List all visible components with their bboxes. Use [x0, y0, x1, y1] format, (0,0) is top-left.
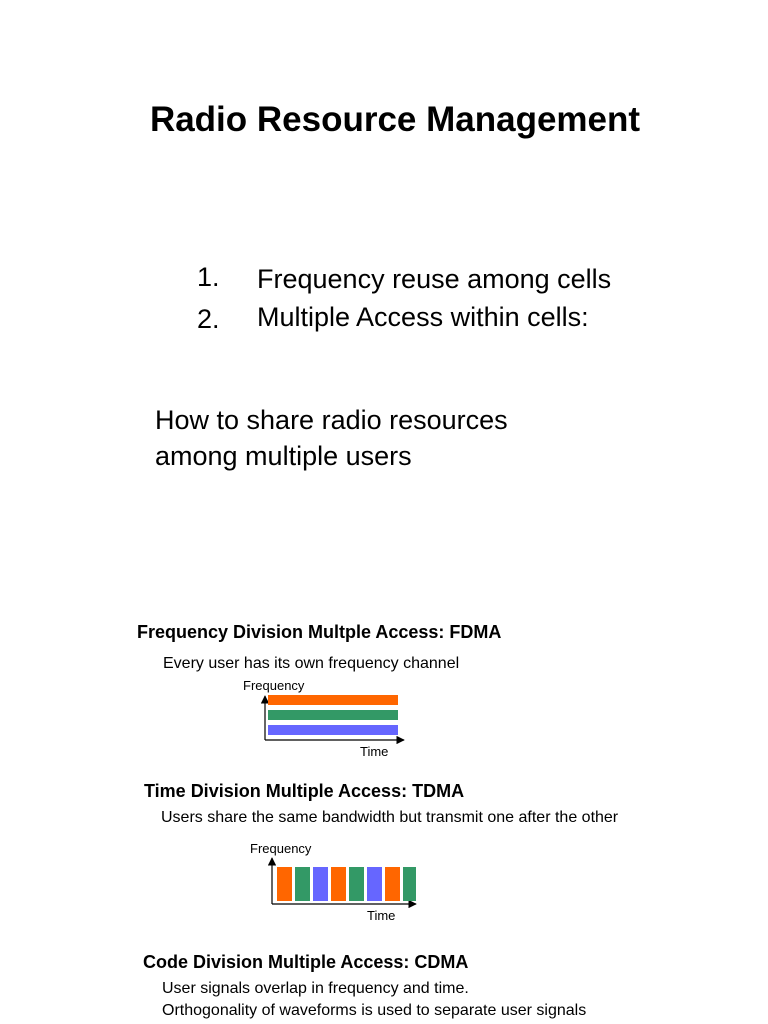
question-line-2: among multiple users — [155, 441, 412, 471]
tdma-diagram — [248, 838, 424, 928]
fdma-x-axis-label: Time — [360, 744, 389, 759]
fdma-heading: Frequency Division Multple Access: FDMA — [137, 622, 502, 642]
fdma-diagram — [236, 674, 416, 762]
cdma-heading: Code Division Multiple Access: CDMA — [143, 952, 469, 972]
list-number-2: 2. — [197, 304, 220, 334]
fdma-description: Every user has its own frequency channel — [163, 655, 460, 672]
tdma-slot-7 — [385, 867, 400, 901]
tdma-slot-6 — [367, 867, 382, 901]
tdma-slot-8 — [403, 867, 416, 901]
page-title: Radio Resource Management — [149, 100, 641, 139]
question-line-1: How to share radio resources — [155, 405, 508, 435]
tdma-slot-3 — [313, 867, 328, 901]
tdma-slot-5 — [349, 867, 364, 901]
tdma-heading: Time Division Multiple Access: TDMA — [144, 781, 465, 801]
tdma-y-axis-label: Frequency — [250, 841, 312, 856]
tdma-slot-2 — [295, 867, 310, 901]
fdma-band-1 — [268, 695, 398, 705]
list-item-frequency-reuse: Frequency reuse among cells — [257, 264, 612, 294]
fdma-band-3 — [268, 725, 398, 735]
tdma-x-axis-label: Time — [367, 908, 396, 923]
cdma-description-line-2: Orthogonality of waveforms is used to separate user signals — [162, 1002, 587, 1019]
tdma-slot-4 — [331, 867, 346, 901]
list-item-multiple-access: Multiple Access within cells: — [257, 302, 589, 332]
fdma-band-2 — [268, 710, 398, 720]
fdma-y-axis-label: Frequency — [243, 678, 305, 693]
tdma-description: Users share the same bandwidth but transmit one after the other — [161, 809, 619, 826]
tdma-slot-1 — [277, 867, 292, 901]
cdma-description-line-1: User signals overlap in frequency and time. — [162, 980, 469, 997]
list-number-1: 1. — [197, 262, 220, 292]
